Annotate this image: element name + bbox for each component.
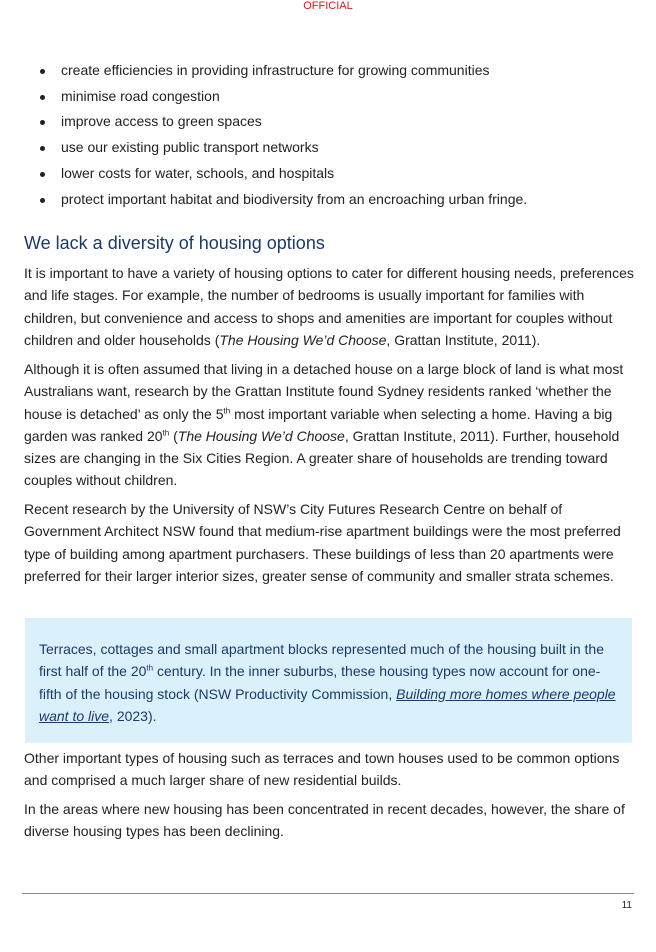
reference-title: The Housing We’d Choose	[177, 427, 345, 444]
section-heading: We lack a diversity of housing options	[24, 233, 325, 253]
page-number: 11	[621, 900, 632, 911]
paragraph-text: (	[169, 427, 178, 444]
reference-title: The Housing We’d Choose	[219, 331, 387, 348]
bullet-list	[24, 58, 624, 212]
paragraph-declining-diversity: In the areas where new housing has been concentrated in recent decades, however, the share of diverse housing types has been declining.	[24, 801, 625, 840]
paragraph-text: , Grattan Institute, 2011). Further, household sizes are changing in the Six Cities Region. A greater share of households are trending toward couples without children.	[24, 427, 620, 489]
paragraph-housing-types: Other important types of housing such as terraces and town houses used to be common options and comprised a much larger share of new residential builds.	[24, 750, 620, 789]
list-item: protect important habitat and biodiversity from an encroaching urban fringe.	[24, 187, 624, 213]
paragraph-text: most important variable when selecting a home. Having a big garden was ranked 20	[24, 405, 613, 444]
ordinal-suffix: th	[223, 405, 231, 415]
ordinal-suffix: th	[146, 663, 154, 673]
paragraph-housing-needs	[24, 262, 634, 351]
list-item: improve access to green spaces	[24, 109, 624, 135]
callout-box	[25, 618, 632, 743]
list-item: use our existing public transport networks	[24, 135, 624, 161]
callout-text-part: Terraces, cottages and small apartment blocks represented much of the housing built in the first half of the 20	[39, 641, 604, 680]
paragraph-text: It is important to have a variety of housing options to cater for different housing needs, preferences and life stages. For example, the number of bedrooms is usually important for families with children, but convenience and access to shops and amenities are important for couples without children and older households (	[24, 265, 634, 348]
callout-text	[39, 638, 618, 727]
callout-text-part: , 2023).	[109, 707, 157, 724]
ordinal-suffix: th	[162, 428, 170, 438]
reference-link[interactable]: Building more homes where people want to live	[39, 685, 616, 724]
paragraph-unsw-research: Recent research by the University of NSW’s City Futures Research Centre on behalf of Government Architect NSW found that medium-rise apartment buildings were the most preferred type of building among apartment purchasers. These buildings of less than 20 apartments were preferred for their larger interior sizes, greater sense of community and smaller strata schemes.	[24, 501, 621, 584]
list-item: minimise road congestion	[24, 84, 624, 110]
paragraph-grattan-research	[24, 358, 634, 492]
reference-tail: , Grattan Institute, 2011).	[386, 331, 541, 348]
classification-marking: OFFICIAL	[303, 0, 353, 12]
callout-text-part: century. In the inner suburbs, these housing types now account for one-fifth of the housing stock (NSW Productivity Commission,	[39, 663, 601, 702]
footer-divider	[22, 893, 634, 894]
list-item: create efficiencies in providing infrastructure for growing communities	[24, 58, 624, 84]
paragraph-text: Although it is often assumed that living in a detached house on a large block of land is what most Australians want, research by the Grattan Institute found Sydney residents ranked ‘whether the house is detached’ as only the 5	[24, 361, 624, 422]
list-item: lower costs for water, schools, and hospitals	[24, 161, 624, 187]
